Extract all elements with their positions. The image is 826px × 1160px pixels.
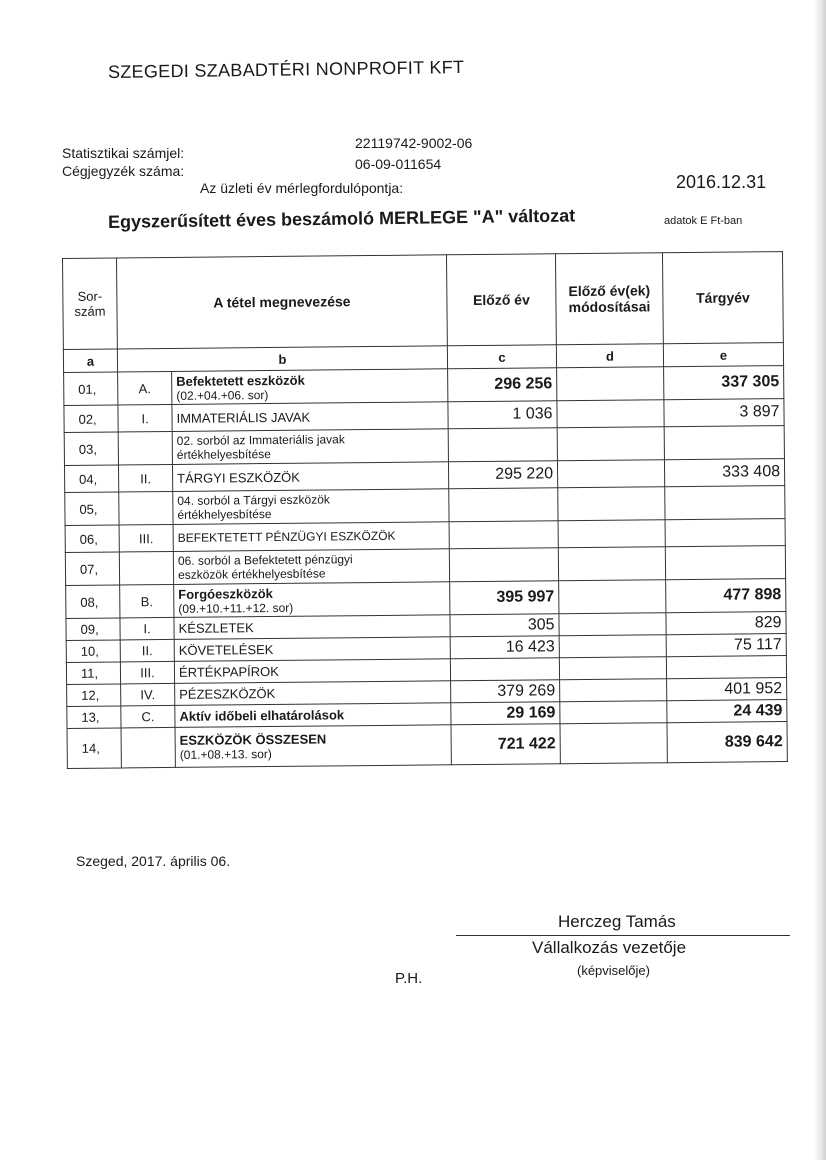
row-mod-value <box>558 520 665 548</box>
row-code: III. <box>119 524 173 552</box>
row-name-main: TÁRGYI ESZKÖZÖK <box>177 469 300 486</box>
row-curr-value: 477 898 <box>666 579 786 613</box>
row-name-main: 02. sorból az Immateriális javak <box>176 432 345 448</box>
row-curr-value: 333 408 <box>664 459 784 487</box>
row-prev-value <box>449 521 558 549</box>
row-prev-value: 296 256 <box>448 368 557 402</box>
row-mod-value <box>558 547 665 581</box>
column-letter: c <box>447 345 556 369</box>
row-prev-value <box>450 658 559 681</box>
signer-subtitle: (képviselője) <box>577 963 650 978</box>
header-sorszam: Sor- szám <box>63 258 118 350</box>
stat-number-label: Statisztikai számjel: <box>62 145 185 161</box>
row-name-sub: (09.+10.+11.+12. sor) <box>178 600 294 616</box>
row-prev-value: 379 269 <box>451 680 560 703</box>
row-name <box>175 703 451 728</box>
row-name-main: IMMATERIÁLIS JAVAK <box>176 409 311 426</box>
row-number: 11, <box>66 662 120 685</box>
column-letter: a <box>63 349 117 373</box>
row-code: A. <box>118 371 172 405</box>
row-curr-value: 24 439 <box>667 700 787 723</box>
row-name-sub: értékhelyesbítése <box>176 447 272 462</box>
table-body <box>64 366 788 769</box>
balance-sheet-table <box>62 251 788 769</box>
header-item-name: A tétel megnevezése <box>117 255 448 349</box>
row-name-main: ESZKÖZÖK ÖSSZESEN <box>179 731 327 748</box>
row-code: B. <box>120 584 174 618</box>
company-name: SZEGEDI SZABADTÉRI NONPROFIT KFT <box>107 57 465 82</box>
row-name <box>174 659 450 684</box>
row-prev-value: 295 220 <box>448 461 557 489</box>
row-name-main: Aktív időbeli elhatárolások <box>179 707 345 724</box>
row-number: 06, <box>65 525 119 553</box>
header-modifications: Előző év(ek) módosításai <box>555 253 663 345</box>
row-prev-value <box>449 488 558 522</box>
row-name <box>173 549 449 585</box>
row-curr-value: 839 642 <box>667 722 787 763</box>
row-number: 09, <box>66 618 120 641</box>
row-mod-value <box>560 723 667 764</box>
row-code: III. <box>120 661 174 684</box>
row-name <box>172 402 448 432</box>
signature-line <box>456 935 790 936</box>
row-code: IV. <box>121 683 175 706</box>
row-mod-value <box>559 635 666 658</box>
row-name-sub: értékhelyesbítése <box>177 507 272 522</box>
row-name-sub: (02.+04.+06. sor) <box>176 387 269 403</box>
signer-name: Herczeg Tamás <box>558 912 676 931</box>
row-number: 07, <box>65 552 119 586</box>
row-prev-value <box>449 548 558 582</box>
balance-date-value: 2016.12.31 <box>676 172 767 192</box>
row-number: 13, <box>67 706 121 729</box>
row-prev-value: 305 <box>450 614 559 637</box>
row-number: 14, <box>67 728 121 769</box>
row-name <box>174 637 450 662</box>
header-previous-year: Előző év <box>446 254 556 346</box>
row-curr-value <box>665 519 785 547</box>
row-curr-value <box>664 426 784 460</box>
header-current-year: Tárgyév <box>662 252 783 344</box>
row-mod-value <box>560 679 667 702</box>
row-number: 02, <box>64 405 118 433</box>
row-code: I. <box>118 404 172 432</box>
row-name <box>173 489 449 525</box>
row-name-sub: (01.+08.+13. sor) <box>179 747 272 762</box>
row-mod-value <box>557 460 664 488</box>
registry-number-label: Cégjegyzék száma: <box>62 163 185 179</box>
units-note: adatok E Ft-ban <box>664 215 743 227</box>
row-name <box>172 429 448 465</box>
row-prev-value: 1 036 <box>448 401 557 429</box>
registry-number-value: 06-09-011654 <box>355 156 442 172</box>
row-code: I. <box>120 617 174 640</box>
row-code <box>118 431 172 465</box>
row-name-main: BEFEKTETETT PÉNZÜGYI ESZKÖZÖK <box>177 528 396 545</box>
row-name-main: 06. sorból a Befektetett pénzügyi <box>177 552 353 568</box>
row-name <box>175 725 451 768</box>
balance-date-label: Az üzleti év mérlegfordulópontja: <box>200 180 404 196</box>
column-letter: b <box>117 346 447 372</box>
row-curr-value: 75 117 <box>666 634 786 657</box>
row-mod-value <box>559 613 666 636</box>
row-code: II. <box>118 464 172 492</box>
row-code: C. <box>121 705 175 728</box>
row-mod-value <box>558 487 665 521</box>
row-prev-value: 721 422 <box>451 724 560 765</box>
row-mod-value <box>557 427 664 461</box>
row-number: 05, <box>65 492 119 526</box>
row-mod-value <box>559 657 666 680</box>
column-letter: d <box>556 344 663 368</box>
row-prev-value <box>448 428 557 462</box>
row-number: 03, <box>64 432 118 466</box>
row-curr-value <box>665 546 785 580</box>
row-number: 01, <box>64 372 118 406</box>
row-number: 12, <box>67 684 121 707</box>
place-and-date: Szeged, 2017. április 06. <box>76 853 231 869</box>
ph-stamp-label: P.H. <box>395 970 423 987</box>
row-name-main: PÉZESZKÖZÖK <box>179 685 276 702</box>
row-mod-value <box>557 367 664 401</box>
column-letter: e <box>663 343 783 367</box>
row-name-main: ÉRTÉKPAPÍROK <box>178 663 279 680</box>
row-name-sub: eszközök értékhelyesbítése <box>177 566 326 582</box>
signer-role: Vállalkozás vezetője <box>532 938 687 957</box>
row-curr-value <box>665 486 785 520</box>
row-prev-value: 16 423 <box>450 636 559 659</box>
row-mod-value <box>559 580 666 614</box>
row-curr-value: 829 <box>666 612 786 635</box>
stat-number-value: 22119742-9002-06 <box>355 135 473 151</box>
row-curr-value <box>666 656 786 679</box>
row-name-main: KÖVETELÉSEK <box>178 641 274 658</box>
row-name <box>174 615 450 640</box>
row-number: 08, <box>66 585 120 619</box>
row-name <box>173 522 449 552</box>
row-curr-value: 3 897 <box>664 399 784 427</box>
table-header-row <box>63 252 784 350</box>
document-title: Egyszerűsített éves beszámoló MERLEGE "A" változat <box>107 205 576 232</box>
row-name-main: KÉSZLETEK <box>178 620 254 636</box>
row-mod-value <box>560 701 667 724</box>
row-name-main: Befektetett eszközök <box>176 372 305 389</box>
row-curr-value: 401 952 <box>667 678 787 701</box>
row-prev-value: 29 169 <box>451 702 560 725</box>
row-code <box>119 491 173 525</box>
row-number: 10, <box>66 640 120 663</box>
row-name-main: 04. sorból a Tárgyi eszközök <box>177 492 330 508</box>
row-code: II. <box>120 639 174 662</box>
row-code <box>119 551 173 585</box>
row-name <box>174 582 450 618</box>
row-number: 04, <box>64 465 118 493</box>
row-name-main: Forgóeszközök <box>178 585 273 602</box>
row-name <box>175 681 451 706</box>
row-name <box>172 369 448 405</box>
row-curr-value: 337 305 <box>664 366 784 400</box>
row-name <box>172 462 448 492</box>
row-mod-value <box>557 400 664 428</box>
row-code <box>121 727 175 768</box>
page-edge <box>814 0 826 1160</box>
table-row <box>67 722 787 769</box>
row-prev-value: 395 997 <box>450 581 559 615</box>
